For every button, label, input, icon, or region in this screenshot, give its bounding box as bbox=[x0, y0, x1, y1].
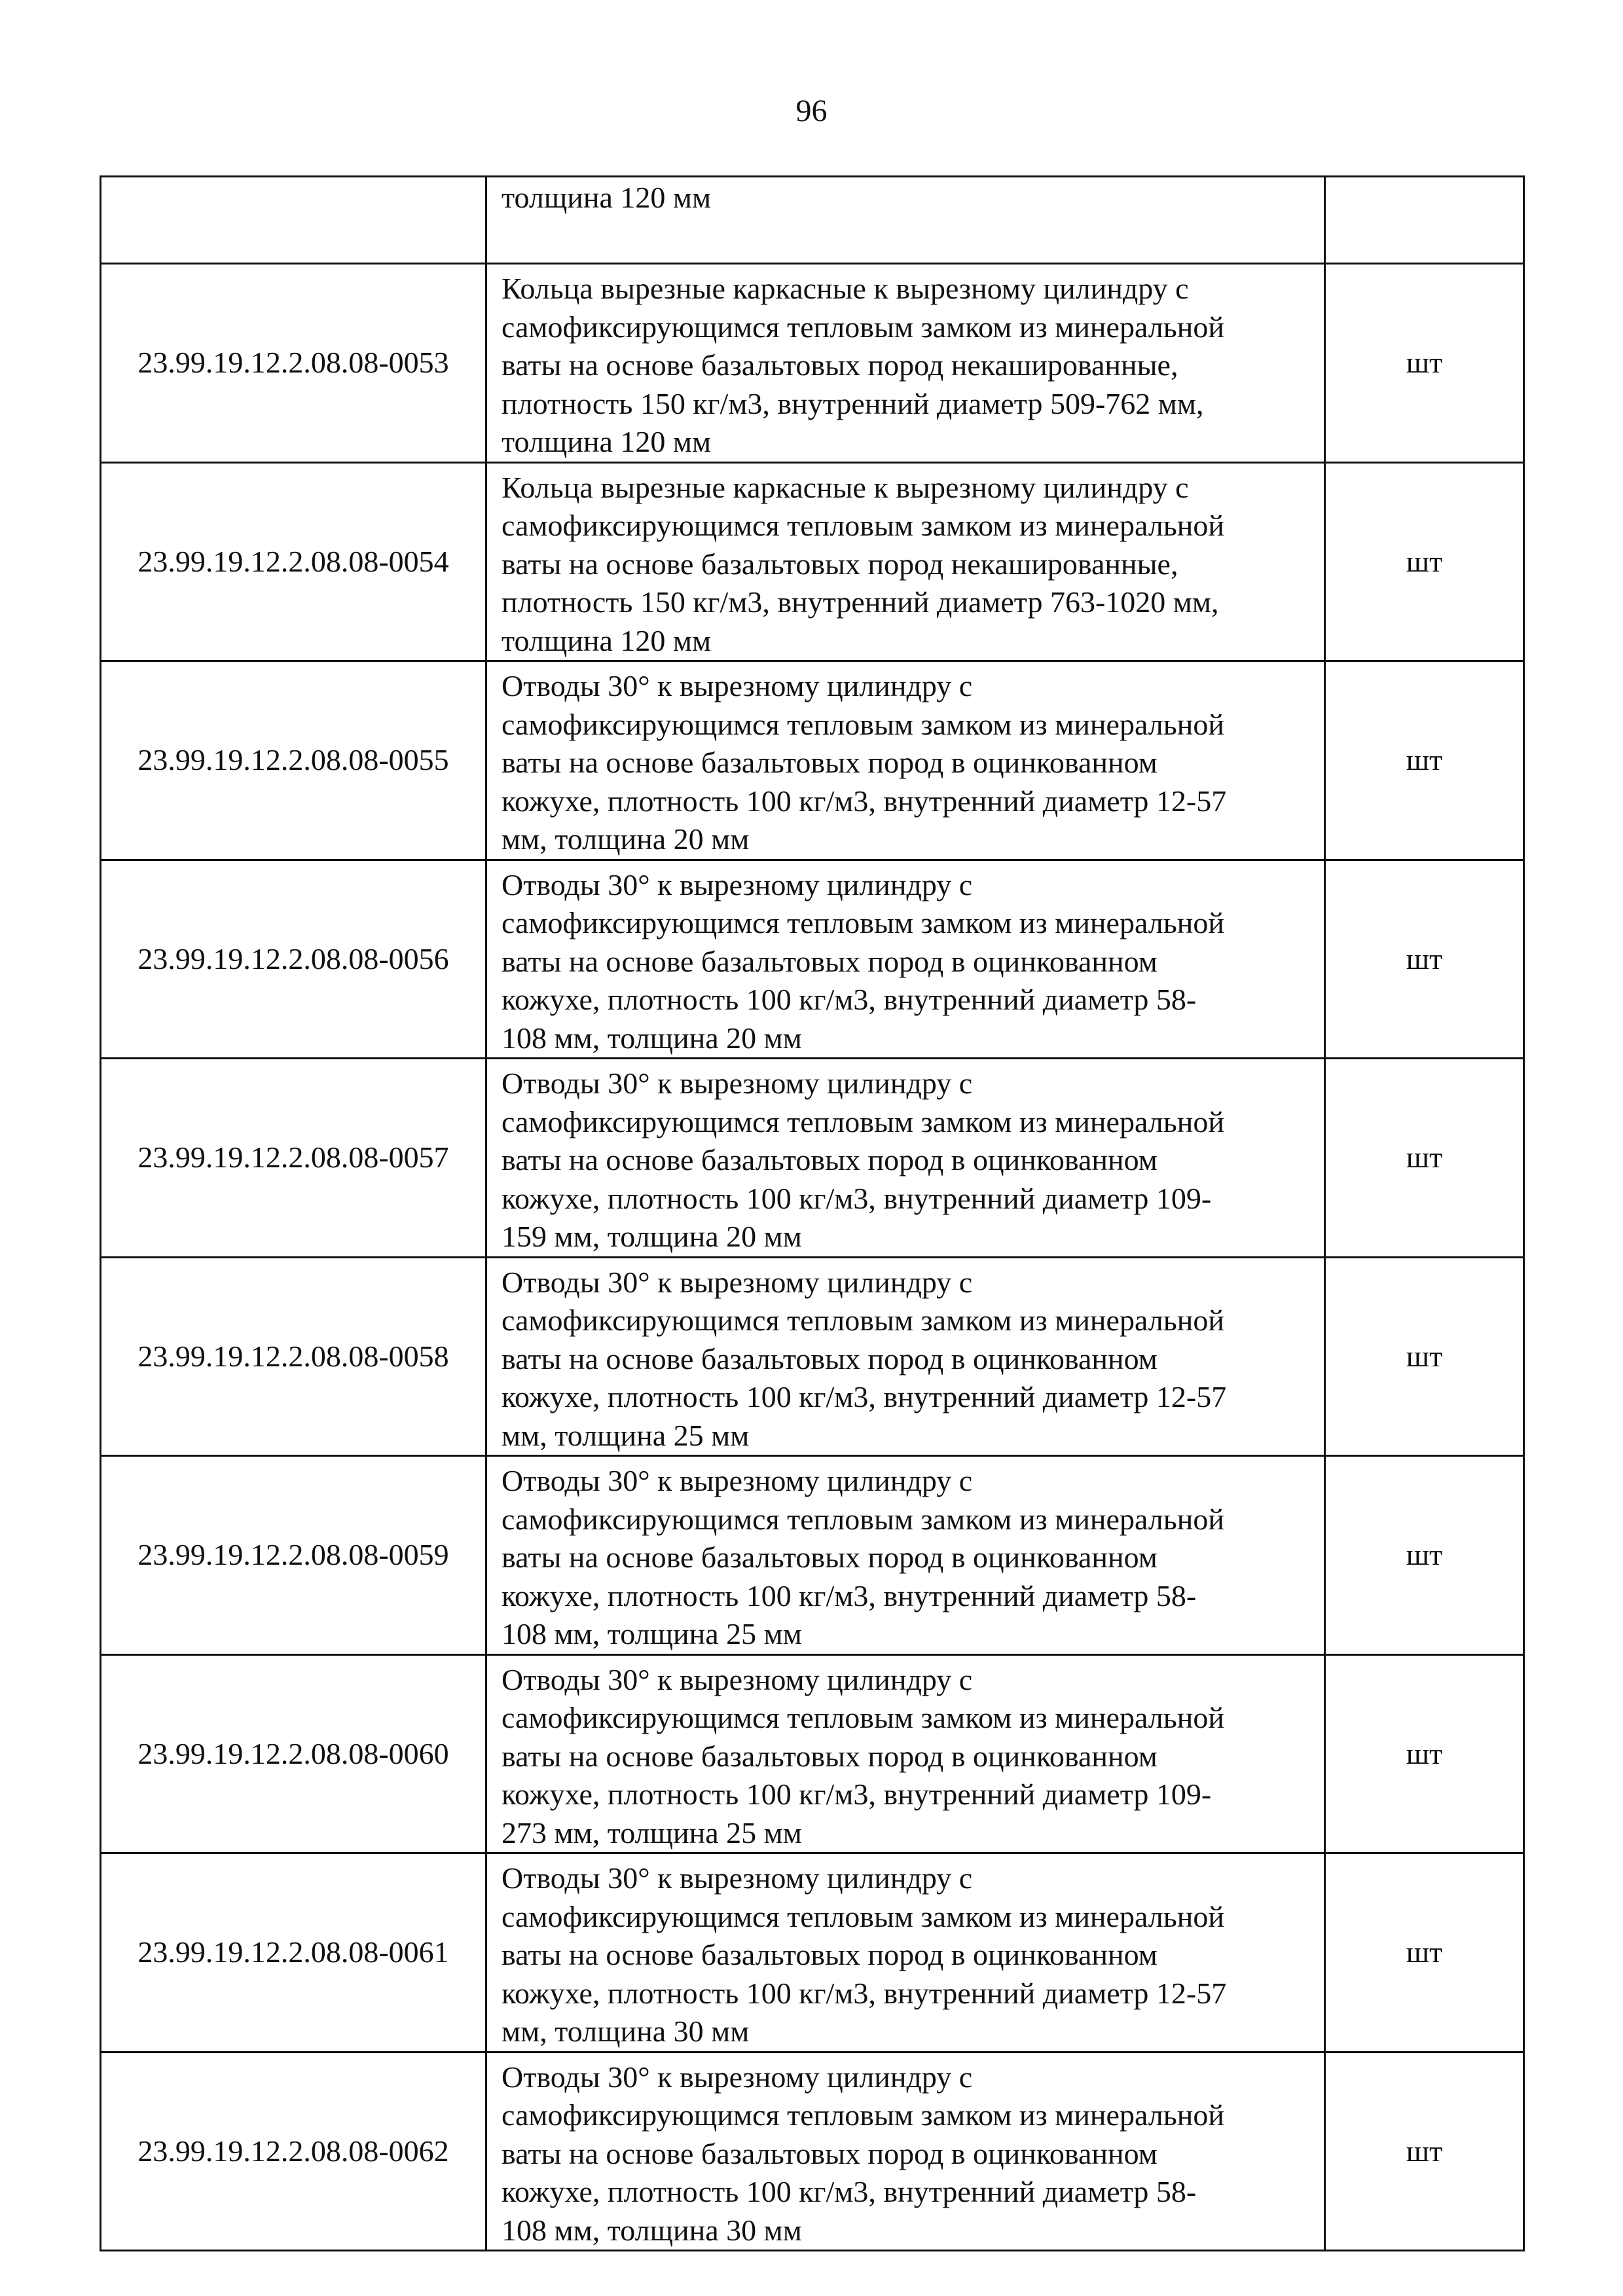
unit-cell: шт bbox=[1325, 1853, 1524, 2052]
unit-cell: шт bbox=[1325, 2052, 1524, 2251]
unit-cell: шт bbox=[1325, 1257, 1524, 1456]
description-line: самофиксирующимся тепловым замком из минеральной bbox=[501, 1502, 1224, 1536]
table-row bbox=[101, 462, 1524, 661]
description-line: ваты на основе базальтовых пород в оцинкованном bbox=[501, 1739, 1158, 1773]
description-cell bbox=[486, 860, 1325, 1059]
code-cell: 23.99.19.12.2.08.08-0054 bbox=[101, 462, 486, 661]
unit-cell: шт bbox=[1325, 1059, 1524, 1258]
description-line: плотность 150 кг/м3, внутренний диаметр 509-762 мм, bbox=[501, 386, 1204, 420]
unit-cell bbox=[1325, 177, 1524, 264]
unit-cell: шт bbox=[1325, 1456, 1524, 1655]
description-cell bbox=[486, 1853, 1325, 2052]
unit-cell: шт bbox=[1325, 1654, 1524, 1853]
description-line: 108 мм, толщина 25 мм bbox=[501, 1617, 802, 1650]
table-row bbox=[101, 1257, 1524, 1456]
description-cell bbox=[486, 1654, 1325, 1853]
description-line: самофиксирующимся тепловым замком из минеральной bbox=[501, 1899, 1224, 1933]
code-cell: 23.99.19.12.2.08.08-0058 bbox=[101, 1257, 486, 1456]
description-line: самофиксирующимся тепловым замком из минеральной bbox=[501, 1303, 1224, 1337]
description-cell bbox=[486, 661, 1325, 860]
description-line: ваты на основе базальтовых пород некашированные, bbox=[501, 348, 1178, 382]
description-line: ваты на основе базальтовых пород в оцинкованном bbox=[501, 2136, 1158, 2170]
description-line: самофиксирующимся тепловым замком из минеральной bbox=[501, 2098, 1224, 2132]
description-line: мм, толщина 20 мм bbox=[501, 822, 750, 856]
description-line: толщина 120 мм bbox=[501, 425, 712, 458]
unit-cell: шт bbox=[1325, 860, 1524, 1059]
page-number: 96 bbox=[795, 94, 828, 128]
table-row bbox=[101, 860, 1524, 1059]
description-line: Отводы 30° к вырезному цилиндру с bbox=[501, 1662, 973, 1696]
description-line: Отводы 30° к вырезному цилиндру с bbox=[501, 1464, 973, 1497]
description-cell bbox=[486, 2052, 1325, 2251]
description-line: 273 мм, толщина 25 мм bbox=[501, 1815, 802, 1850]
description-line: кожухе, плотность 100 кг/м3, внутренний диаметр 12-57 bbox=[501, 1976, 1227, 2010]
description-line: толщина 120 мм bbox=[501, 623, 712, 657]
description-line: Кольца вырезные каркасные к вырезному цилиндру с bbox=[501, 470, 1189, 504]
description-line: кожухе, плотность 100 кг/м3, внутренний диаметр 12-57 bbox=[501, 1380, 1227, 1413]
description-line: ваты на основе базальтовых пород в оцинкованном bbox=[501, 1540, 1158, 1574]
table-row bbox=[101, 1654, 1524, 1853]
description-cell bbox=[486, 462, 1325, 661]
description-line: самофиксирующимся тепловым замком из минеральной bbox=[501, 1104, 1224, 1139]
table-row bbox=[101, 1456, 1524, 1655]
materials-table-body bbox=[101, 177, 1524, 2251]
unit-cell: шт bbox=[1325, 462, 1524, 661]
code-cell: 23.99.19.12.2.08.08-0056 bbox=[101, 860, 486, 1059]
code-cell: 23.99.19.12.2.08.08-0057 bbox=[101, 1059, 486, 1258]
description-cell bbox=[486, 1456, 1325, 1655]
description-line: кожухе, плотность 100 кг/м3, внутренний диаметр 58- bbox=[501, 983, 1197, 1016]
description-cell: толщина 120 мм bbox=[486, 177, 1325, 264]
description-line: Кольца вырезные каркасные к вырезному цилиндру с bbox=[501, 272, 1189, 305]
description-line: кожухе, плотность 100 кг/м3, внутренний диаметр 109- bbox=[501, 1777, 1212, 1811]
description-line: самофиксирующимся тепловым замком из минеральной bbox=[501, 509, 1224, 542]
code-cell: 23.99.19.12.2.08.08-0055 bbox=[101, 661, 486, 860]
materials-table bbox=[100, 175, 1525, 2251]
description-line: 108 мм, толщина 20 мм bbox=[501, 1021, 802, 1055]
description-line: ваты на основе базальтовых пород в оцинкованном bbox=[501, 1341, 1158, 1376]
description-line: кожухе, плотность 100 кг/м3, внутренний диаметр 58- bbox=[501, 1578, 1197, 1613]
description-line: ваты на основе базальтовых пород в оцинкованном bbox=[501, 746, 1158, 779]
description-line: самофиксирующимся тепловым замком из минеральной bbox=[501, 707, 1224, 741]
description-line: самофиксирующимся тепловым замком из минеральной bbox=[501, 1701, 1224, 1734]
description-line: мм, толщина 30 мм bbox=[501, 2014, 750, 2048]
description-line: самофиксирующимся тепловым замком из минеральной bbox=[501, 310, 1224, 344]
description-line: ваты на основе базальтовых пород в оцинкованном bbox=[501, 1143, 1158, 1176]
description-line: 159 мм, толщина 20 мм bbox=[501, 1220, 802, 1253]
description-line: ваты на основе базальтовых пород в оцинкованном bbox=[501, 1938, 1158, 1971]
table-row bbox=[101, 1853, 1524, 2052]
code-cell: 23.99.19.12.2.08.08-0053 bbox=[101, 264, 486, 463]
description-cell bbox=[486, 1257, 1325, 1456]
table-row bbox=[101, 661, 1524, 860]
description-line: 108 мм, толщина 30 мм bbox=[501, 2213, 802, 2247]
description-line: ваты на основе базальтовых пород в оцинкованном bbox=[501, 944, 1158, 978]
description-line: кожухе, плотность 100 кг/м3, внутренний диаметр 12-57 bbox=[501, 784, 1227, 818]
description-line: мм, толщина 25 мм bbox=[501, 1418, 750, 1452]
code-cell: 23.99.19.12.2.08.08-0060 bbox=[101, 1654, 486, 1853]
unit-cell: шт bbox=[1325, 264, 1524, 463]
code-cell bbox=[101, 177, 486, 264]
table-row-continuation bbox=[101, 177, 1524, 264]
unit-cell: шт bbox=[1325, 661, 1524, 860]
table-row bbox=[101, 264, 1524, 463]
description-line: Отводы 30° к вырезному цилиндру с bbox=[501, 669, 973, 702]
description-line: кожухе, плотность 100 кг/м3, внутренний диаметр 109- bbox=[501, 1181, 1212, 1215]
description-line: Отводы 30° к вырезному цилиндру с bbox=[501, 1265, 973, 1299]
description-line: ваты на основе базальтовых пород некашированные, bbox=[501, 547, 1178, 581]
description-cell bbox=[486, 264, 1325, 463]
description-line: Отводы 30° к вырезному цилиндру с bbox=[501, 1066, 973, 1100]
description-line: Отводы 30° к вырезному цилиндру с bbox=[501, 867, 973, 902]
description-line: самофиксирующимся тепловым замком из минеральной bbox=[501, 906, 1224, 939]
table-row bbox=[101, 1059, 1524, 1258]
table-row bbox=[101, 2052, 1524, 2251]
description-line: Отводы 30° к вырезному цилиндру с bbox=[501, 2060, 973, 2094]
description-line: плотность 150 кг/м3, внутренний диаметр 763-1020 мм, bbox=[501, 585, 1219, 619]
description-line: кожухе, плотность 100 кг/м3, внутренний диаметр 58- bbox=[501, 2175, 1197, 2208]
code-cell: 23.99.19.12.2.08.08-0062 bbox=[101, 2052, 486, 2251]
description-line: Отводы 30° к вырезному цилиндру с bbox=[501, 1861, 973, 1895]
code-cell: 23.99.19.12.2.08.08-0061 bbox=[101, 1853, 486, 2052]
description-cell bbox=[486, 1059, 1325, 1258]
code-cell: 23.99.19.12.2.08.08-0059 bbox=[101, 1456, 486, 1655]
